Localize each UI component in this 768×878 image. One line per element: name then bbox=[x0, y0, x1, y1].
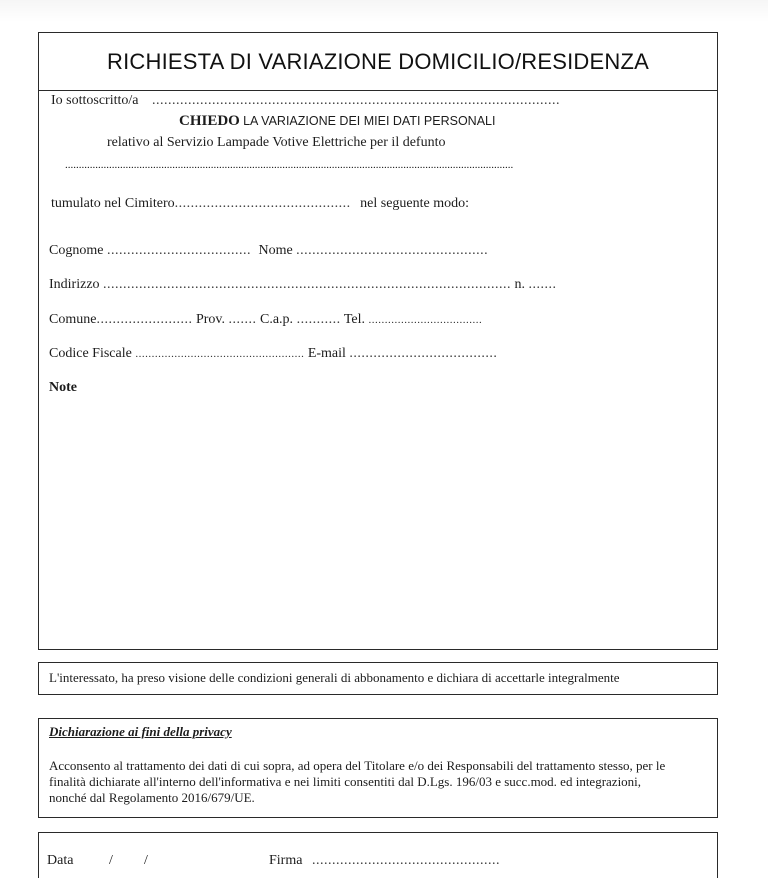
date-slash-1: / bbox=[109, 853, 113, 868]
cemetery-field[interactable]: ............................................ bbox=[174, 196, 351, 211]
privacy-box bbox=[38, 718, 718, 818]
request-line bbox=[179, 113, 495, 130]
form-main-box bbox=[38, 32, 718, 650]
subscriber-label: Io sottoscritto/a bbox=[51, 93, 139, 108]
nome-label: Nome bbox=[258, 243, 293, 258]
tel-field[interactable]: ................................... bbox=[368, 314, 483, 326]
cf-email-row bbox=[49, 346, 497, 362]
scan-top-edge bbox=[0, 0, 768, 22]
cemetery-row bbox=[51, 196, 469, 212]
indirizzo-label: Indirizzo bbox=[49, 277, 100, 292]
data-label: Data bbox=[47, 853, 74, 868]
agreement-box bbox=[38, 662, 718, 695]
service-line: relativo al Servizio Lampade Votive Elettriche per il defunto bbox=[107, 135, 446, 150]
form-title: RICHIESTA DI VARIAZIONE DOMICILIO/RESIDENZA bbox=[39, 33, 717, 91]
cognome-nome-row bbox=[49, 243, 488, 259]
cemetery-label: tumulato nel Cimitero bbox=[51, 196, 175, 211]
nome-field[interactable]: ................................................ bbox=[296, 243, 489, 258]
cognome-field[interactable]: .................................... bbox=[106, 243, 251, 258]
agreement-text: L'interessato, ha preso visione delle condizioni generali di abbonamento e dichiara di accettarle integralmente bbox=[49, 670, 620, 685]
firma-field[interactable]: ............................................... bbox=[311, 853, 500, 868]
privacy-line-2: finalità dichiarate all'interno dell'informativa e nei limiti consentiti dal D.Lgs. 196/03 e succ.mod. ed integrazioni, bbox=[49, 774, 642, 789]
indirizzo-field[interactable]: ...................................................................................................... bbox=[103, 277, 512, 292]
cemetery-suffix: nel seguente modo: bbox=[360, 196, 470, 211]
cap-field[interactable]: ........... bbox=[296, 312, 341, 327]
signature-row bbox=[269, 853, 500, 869]
note-area[interactable] bbox=[49, 403, 704, 638]
prov-label: Prov. bbox=[195, 312, 225, 327]
comune-field[interactable]: ........................ bbox=[96, 312, 193, 327]
cognome-label: Cognome bbox=[49, 243, 104, 258]
privacy-heading: Dichiarazione ai fini della privacy bbox=[49, 724, 232, 739]
cap-label: C.a.p. bbox=[260, 312, 294, 327]
email-label: E-mail bbox=[307, 346, 346, 361]
comune-label: Comune bbox=[49, 312, 97, 327]
signature-box bbox=[38, 832, 718, 878]
firma-label: Firma bbox=[269, 853, 303, 868]
codice-fiscale-field[interactable]: .................................................... bbox=[135, 348, 305, 360]
deceased-field[interactable]: ................................................................................................................................................................... bbox=[65, 159, 514, 171]
chiedo-label: CHIEDO bbox=[179, 113, 240, 129]
subscriber-field[interactable]: ...................................................................................................... bbox=[152, 93, 560, 108]
email-field[interactable]: ..................................... bbox=[349, 346, 498, 361]
numero-label: n. bbox=[514, 277, 526, 292]
date-slash-2: / bbox=[144, 853, 148, 868]
privacy-line-1: Acconsento al trattamento dei dati di cui sopra, ad opera del Titolare e/o dei Responsabili del trattamento stesso, per le bbox=[49, 758, 666, 773]
indirizzo-row bbox=[49, 277, 557, 293]
numero-field[interactable]: ....... bbox=[528, 277, 557, 292]
privacy-line-3: nonché dal Regolamento 2016/679/UE. bbox=[49, 790, 255, 805]
tel-label: Tel. bbox=[343, 312, 365, 327]
comune-row bbox=[49, 312, 482, 328]
request-text: LA VARIAZIONE DEI MIEI DATI PERSONALI bbox=[243, 114, 496, 128]
note-label: Note bbox=[49, 380, 77, 395]
date-field[interactable] bbox=[83, 849, 183, 871]
codice-fiscale-label: Codice Fiscale bbox=[49, 346, 132, 361]
subscriber-row bbox=[51, 93, 560, 109]
prov-field[interactable]: ....... bbox=[228, 312, 257, 327]
